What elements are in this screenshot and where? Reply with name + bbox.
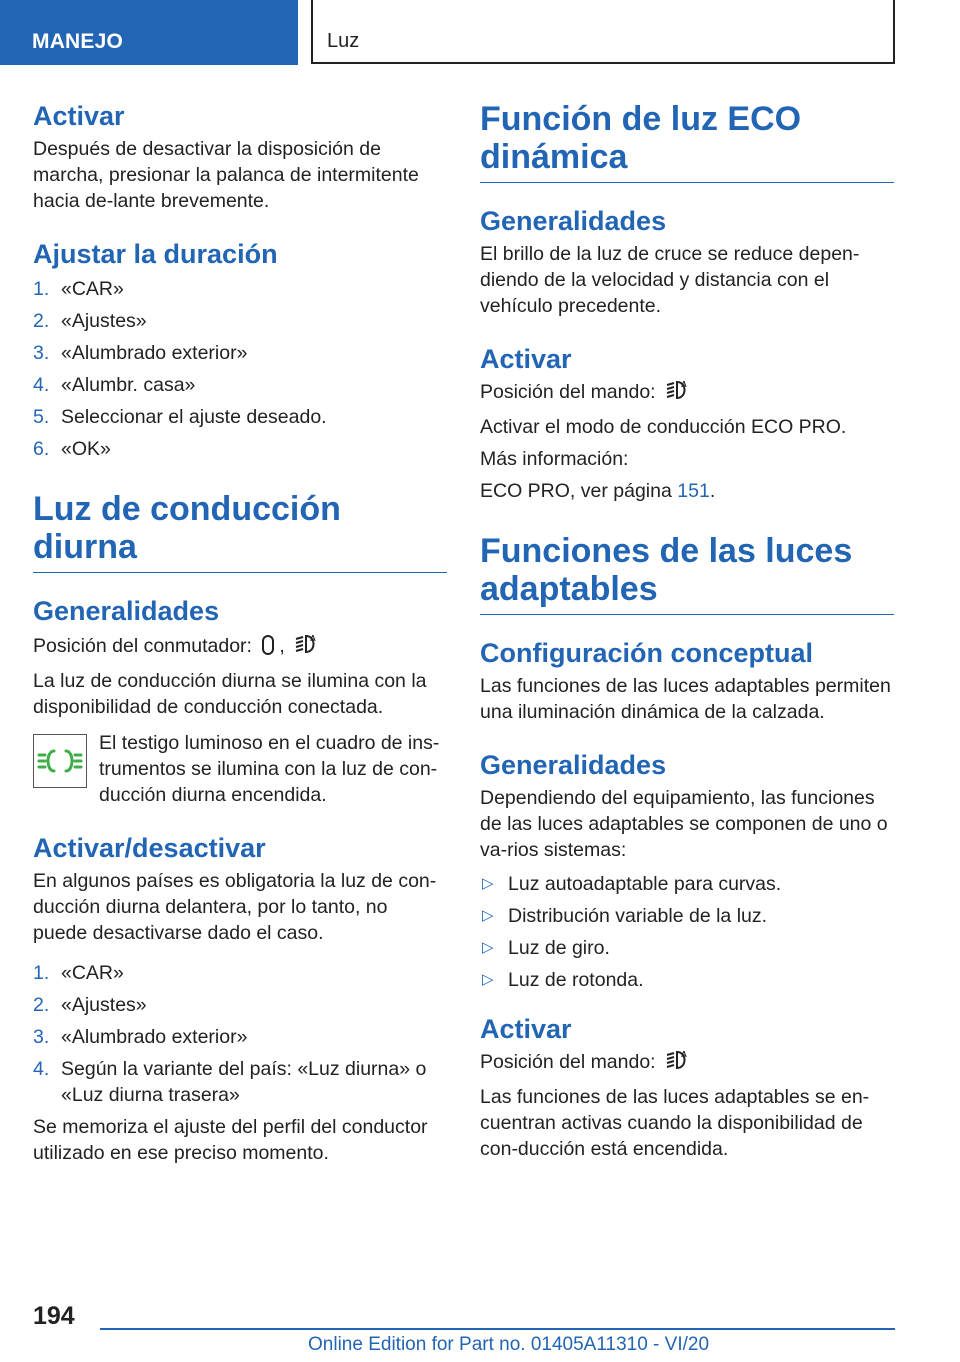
- heading-activar-desactivar: Activar/desactivar: [33, 833, 266, 863]
- heading-ajustar-duracion: Ajustar la duración: [33, 239, 278, 269]
- page-link-151[interactable]: 151: [677, 480, 710, 502]
- list-item: [33, 1024, 447, 1050]
- auto-headlight-icon: [665, 379, 691, 408]
- posicion-mando-adapt-label: Posición del mando:: [480, 1051, 656, 1073]
- list-item-number: 3.: [33, 1026, 50, 1048]
- heading-configuracion-conceptual: Configuración conceptual: [480, 638, 814, 668]
- actdes-steps: [33, 960, 447, 1108]
- list-item: [33, 340, 447, 366]
- list-item-text: «Ajustes»: [61, 994, 147, 1016]
- list-item-text: Según la variante del país: «Luz diurna» o «Luz diurna trasera»: [61, 1058, 427, 1106]
- list-item-text: Luz de giro.: [508, 937, 610, 959]
- list-item-text: «Alumbr. casa»: [61, 374, 196, 396]
- actdes-text: En algunos países es obligatoria la luz de con-ducción diurna delantera, por lo tanto, no puede desactivarse dado el caso.: [33, 870, 437, 944]
- list-item-number: 1.: [33, 278, 50, 300]
- list-item-number: 6.: [33, 438, 50, 460]
- list-item: [480, 871, 894, 897]
- list-item: [480, 903, 894, 929]
- gen2-text: Dependiendo del equipamiento, las funciones de las luces adaptables se componen de uno o va-rios sistemas:: [480, 787, 888, 861]
- list-item: [480, 935, 894, 961]
- indicator-note: [33, 730, 447, 808]
- eco-pro-ref-dot: .: [709, 480, 716, 502]
- posicion-sep: ,: [279, 635, 285, 657]
- actdes-footer-text: Se memoriza el ajuste del perfil del conductor utilizado en ese preciso momento.: [33, 1116, 428, 1164]
- list-item: [33, 276, 447, 302]
- bullet-triangle-icon: ▷: [482, 939, 494, 956]
- list-item: [33, 308, 447, 334]
- footer-divider: [100, 1328, 895, 1330]
- posicion-mando-adapt: [480, 1049, 894, 1078]
- list-item: [480, 967, 894, 993]
- heading-luz-eco: Función de luz ECO dinámica: [480, 100, 894, 183]
- posicion-mando-label: Posición del mando:: [480, 381, 656, 403]
- eco-pro-ref-text: ECO PRO, ver página: [480, 480, 672, 502]
- list-item-text: Luz de rotonda.: [508, 969, 644, 991]
- posicion-conmutador: [33, 633, 447, 662]
- svg-text:A: A: [681, 380, 687, 389]
- list-item-text: Luz autoadaptable para curvas.: [508, 873, 782, 895]
- mas-informacion: Más información:: [480, 448, 629, 470]
- list-item-number: 5.: [33, 406, 50, 428]
- posicion-label: Posición del conmutador:: [33, 635, 252, 657]
- list-item-number: 3.: [33, 342, 50, 364]
- list-item: [33, 1056, 447, 1108]
- indicator-note-text: El testigo luminoso en el cuadro de ins-trumentos se ilumina con la luz de con-ducción diurna encendida.: [99, 732, 440, 806]
- sistemas-list: [480, 871, 894, 993]
- eco-text: El brillo de la luz de cruce se reduce depen-diendo de la velocidad y distancia con el vehículo precedente.: [480, 243, 860, 317]
- page-number: 194: [33, 1302, 75, 1330]
- list-item-text: «CAR»: [61, 962, 124, 984]
- list-item: [33, 960, 447, 986]
- right-column: [480, 100, 894, 1162]
- activar-text: Después de desactivar la disposición de marcha, presionar la palanca de intermitente hacia de-lante brevemente.: [33, 138, 419, 212]
- list-item-text: «Alumbrado exterior»: [61, 342, 248, 364]
- auto-headlight-icon: [665, 1049, 691, 1078]
- bullet-triangle-icon: ▷: [482, 971, 494, 988]
- daytime-running-light-indicator-icon: [33, 734, 87, 788]
- list-item-text: Seleccionar el ajuste deseado.: [61, 406, 327, 428]
- left-column: [33, 100, 447, 1166]
- heading-generalidades-eco: Generalidades: [480, 206, 667, 236]
- auto-headlight-icon: [294, 633, 320, 662]
- heading-activar-eco: Activar: [480, 344, 572, 374]
- svg-text:A: A: [681, 1050, 687, 1059]
- posicion-mando-eco: [480, 379, 894, 408]
- heading-activar-adapt: Activar: [480, 1014, 572, 1044]
- eco-activar-text: Activar el modo de conducción ECO PRO.: [480, 416, 847, 438]
- diurna-text: La luz de conducción diurna se ilumina con la disponibilidad de conducción conectada.: [33, 670, 427, 718]
- conf-text: Las funciones de las luces adaptables permiten una iluminación dinámica de la calzada.: [480, 675, 891, 723]
- heading-generalidades-adapt: Generalidades: [480, 750, 667, 780]
- bullet-triangle-icon: ▷: [482, 907, 494, 924]
- duracion-steps: [33, 276, 447, 462]
- heading-activar: Activar: [33, 101, 125, 131]
- list-item-text: «OK»: [61, 438, 111, 460]
- list-item-number: 4.: [33, 374, 50, 396]
- list-item-text: «Ajustes»: [61, 310, 147, 332]
- list-item: [33, 372, 447, 398]
- switch-off-icon: [261, 635, 275, 662]
- act2-text: Las funciones de las luces adaptables se en-cuentran activas cuando la disponibilidad de con-ducción está encendida.: [480, 1086, 870, 1160]
- list-item-text: Distribución variable de la luz.: [508, 905, 768, 927]
- eco-pro-ref: [480, 478, 894, 504]
- list-item: [33, 404, 447, 430]
- list-item-text: «CAR»: [61, 278, 124, 300]
- list-item-number: 2.: [33, 310, 50, 332]
- list-item: [33, 992, 447, 1018]
- chapter-title: Luz: [311, 0, 895, 64]
- heading-generalidades-diurna: Generalidades: [33, 596, 220, 626]
- heading-luz-diurna: Luz de conducción diurna: [33, 490, 447, 573]
- list-item-number: 4.: [33, 1058, 50, 1080]
- bullet-triangle-icon: ▷: [482, 875, 494, 892]
- list-item: [33, 436, 447, 462]
- svg-text:A: A: [310, 634, 317, 643]
- edition-text: Online Edition for Part no. 01405A11310 - VI/20: [308, 1334, 710, 1355]
- heading-luces-adaptables: Funciones de las luces adaptables: [480, 532, 894, 615]
- section-tab: MANEJO: [0, 0, 298, 65]
- list-item-number: 1.: [33, 962, 50, 984]
- list-item-text: «Alumbrado exterior»: [61, 1026, 248, 1048]
- list-item-number: 2.: [33, 994, 50, 1016]
